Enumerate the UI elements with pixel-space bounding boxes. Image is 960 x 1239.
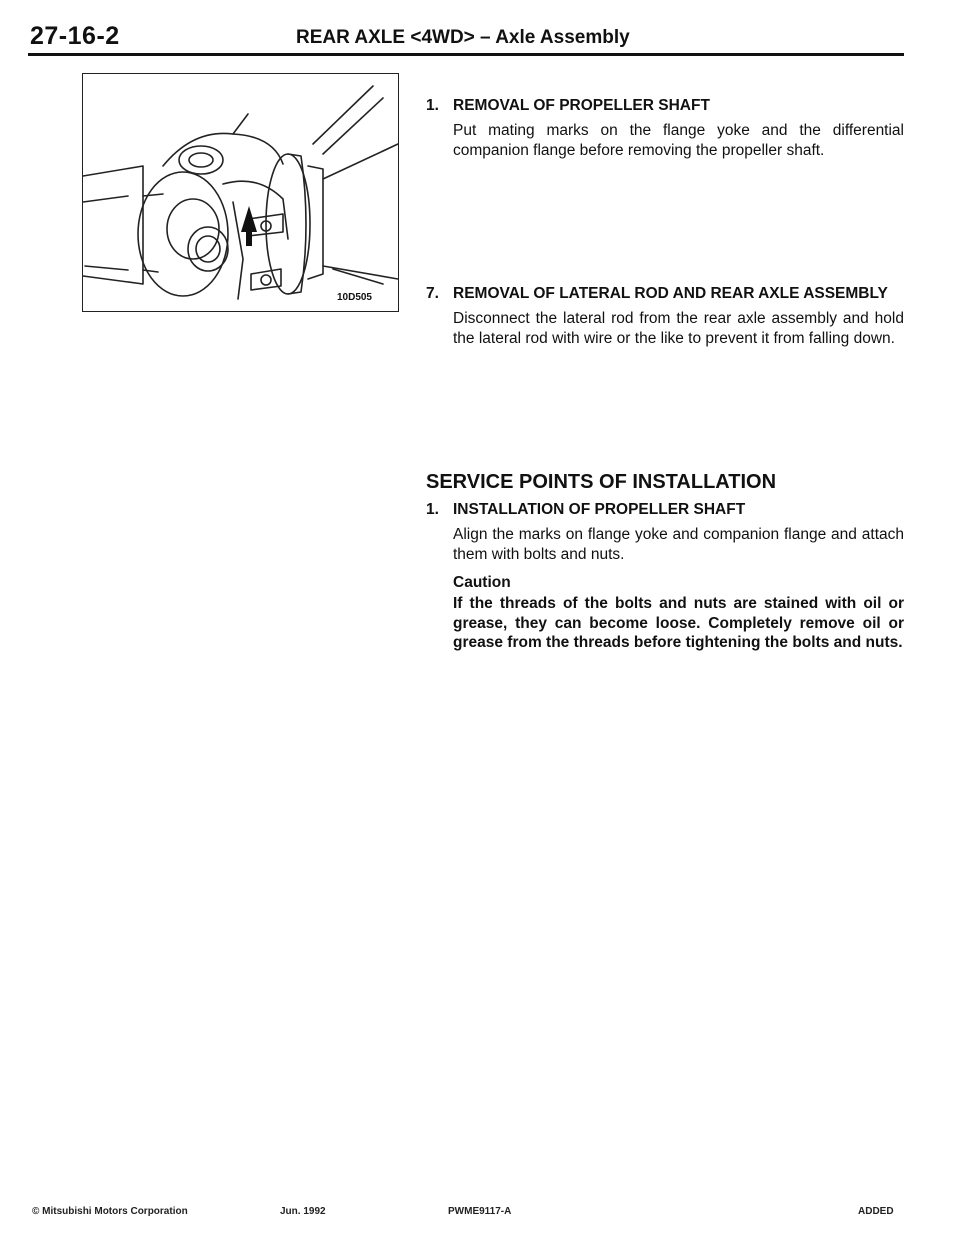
page-footer [28, 1206, 908, 1222]
installation-section [426, 470, 904, 653]
item-heading [426, 96, 904, 115]
item-body: Disconnect the lateral rod from the rear axle assembly and hold the lateral rod with wire or the like to prevent it from falling down. [453, 310, 904, 347]
page-header [28, 22, 904, 56]
item-heading-text: REMOVAL OF LATERAL ROD AND REAR AXLE ASSEMBLY [453, 285, 888, 302]
footer-date: Jun. 1992 [280, 1206, 326, 1217]
item-heading [426, 284, 904, 303]
footer-status: ADDED [858, 1206, 894, 1217]
caution-label: Caution [453, 574, 511, 591]
caution-text: If the threads of the bolts and nuts are stained with oil or grease, they can become loose. Completely remove oil or grease from the threads before tightening the bolts and nuts. [453, 595, 904, 651]
footer-copyright: © Mitsubishi Motors Corporation [32, 1206, 188, 1217]
removal-propeller-shaft-section [426, 96, 904, 160]
figure-code: 10D505 [336, 292, 372, 303]
item-body: Align the marks on flange yoke and companion flange and attach them with bolts and nuts. [453, 526, 904, 563]
footer-publication-code: PWME9117-A [448, 1206, 512, 1217]
propeller-shaft-figure [82, 73, 399, 312]
item-heading-text: INSTALLATION OF PROPELLER SHAFT [453, 501, 746, 518]
section-title: SERVICE POINTS OF INSTALLATION [426, 471, 777, 493]
propeller-shaft-illustration [83, 74, 398, 311]
content-column [426, 96, 904, 653]
item-body: Put mating marks on the flange yoke and the differential companion flange before removing the propeller shaft. [453, 122, 904, 159]
page-title: REAR AXLE <4WD> – Axle Assembly [296, 27, 630, 48]
item-number: 7. [426, 285, 439, 302]
page-number: 27-16-2 [30, 22, 120, 50]
mating-mark-arrow [241, 206, 257, 246]
removal-lateral-rod-section [426, 284, 904, 348]
item-heading-text: REMOVAL OF PROPELLER SHAFT [453, 97, 710, 114]
item-number: 1. [426, 97, 439, 114]
item-number: 1. [426, 501, 439, 518]
item-heading [426, 500, 904, 519]
